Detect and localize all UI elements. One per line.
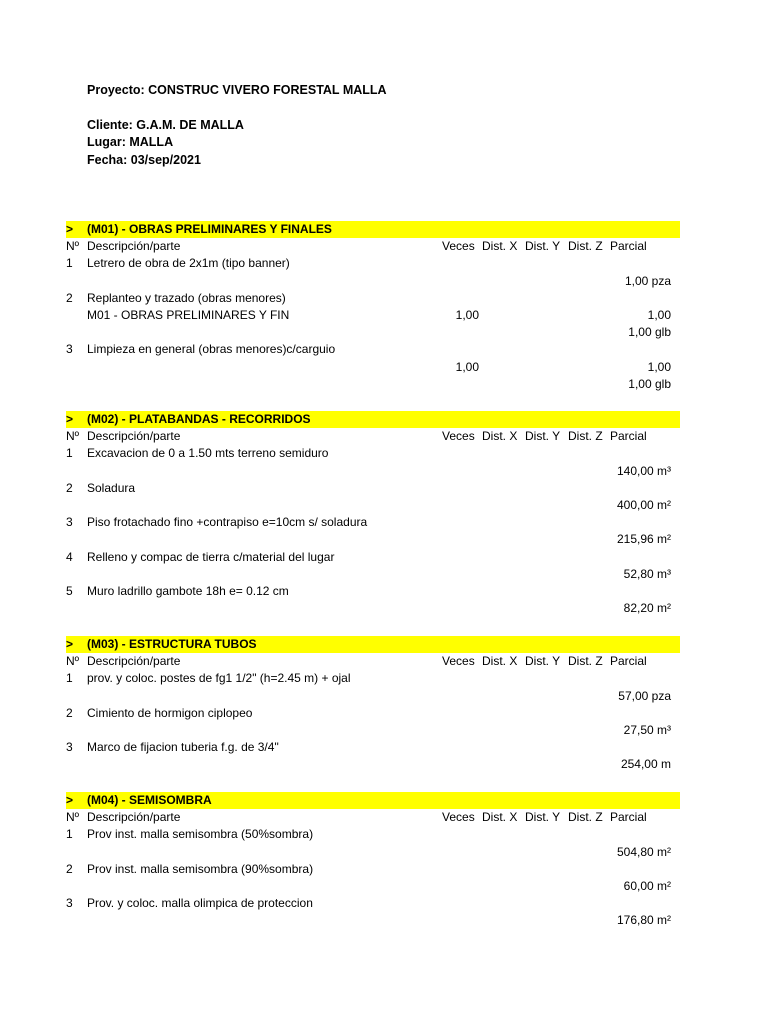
item-total-row: [66, 273, 680, 290]
column-header-dy: Dist. Y: [525, 429, 561, 444]
column-header-dz: Dist. Z: [568, 654, 603, 669]
item-row: [66, 255, 680, 272]
column-header-dx: Dist. X: [482, 239, 518, 254]
item-description: Prov. y coloc. malla olimpica de proteccion: [87, 896, 313, 911]
column-header-row: [66, 809, 680, 826]
section-arrow: >: [66, 222, 74, 236]
item-total-row: [66, 497, 680, 514]
item-total: 400,00 m²: [616, 497, 671, 512]
column-header-desc: Descripción/parte: [87, 810, 181, 825]
item-total: 57,00 pza: [618, 688, 671, 703]
column-header-dx: Dist. X: [482, 654, 518, 669]
item-number: 2: [66, 480, 73, 495]
item-row: [66, 445, 680, 462]
item-row: [66, 480, 680, 497]
date: Fecha: 03/sep/2021: [87, 152, 201, 167]
section-title-bar: [66, 221, 680, 238]
detail-dist-x: 1,00: [455, 307, 479, 322]
item-description: Letrero de obra de 2x1m (tipo banner): [87, 256, 290, 271]
item-description: Muro ladrillo gambote 18h e= 0.12 cm: [87, 583, 289, 598]
item-total-row: [66, 566, 680, 583]
project-header: [87, 82, 387, 169]
column-header-row: [66, 653, 680, 670]
item-description: Piso frotachado fino +contrapiso e=10cm s/ soladura: [87, 515, 368, 530]
section-arrow: >: [66, 412, 74, 426]
item-description: Marco de fijacion tuberia f.g. de 3/4": [87, 740, 279, 755]
column-header-num: Nº: [66, 654, 80, 669]
item-description: Prov inst. malla semisombra (90%sombra): [87, 861, 314, 876]
column-header-desc: Descripción/parte: [87, 239, 181, 254]
column-header-num: Nº: [66, 239, 80, 254]
column-header-desc: Descripción/parte: [87, 654, 181, 669]
section-title: (M04) - SEMISOMBRA: [87, 793, 212, 807]
item-number: 3: [66, 515, 73, 530]
column-header-veces: Veces: [442, 654, 475, 669]
item-row: [66, 861, 680, 878]
section-title-bar: [66, 636, 680, 653]
item-number: 4: [66, 549, 73, 564]
item-row: [66, 826, 680, 843]
location: Lugar: MALLA: [87, 135, 174, 149]
item-total-row: [66, 531, 680, 548]
column-header-veces: Veces: [442, 810, 475, 825]
item-detail-row: [66, 359, 680, 376]
column-header-row: [66, 428, 680, 445]
item-number: 1: [66, 671, 73, 686]
item-number: 1: [66, 827, 73, 842]
section-title: (M03) - ESTRUCTURA TUBOS: [87, 637, 257, 651]
column-header-parcial: Parcial: [610, 239, 647, 254]
item-description: Replanteo y trazado (obras menores): [87, 290, 286, 305]
item-description: Limpieza en general (obras menores)c/carguio: [87, 342, 336, 357]
section-arrow: >: [66, 637, 74, 651]
item-total: 82,20 m²: [623, 601, 671, 616]
column-header-num: Nº: [66, 429, 80, 444]
item-total-row: [66, 376, 680, 393]
item-total-row: [66, 756, 680, 773]
item-description: Relleno y compac de tierra c/material del lugar: [87, 549, 335, 564]
item-total: 52,80 m³: [623, 566, 671, 581]
column-header-veces: Veces: [442, 239, 475, 254]
item-total: 176,80 m²: [616, 913, 671, 928]
section-title-bar: [66, 792, 680, 809]
column-header-dx: Dist. X: [482, 429, 518, 444]
item-description: Soladura: [87, 480, 136, 495]
item-row: [66, 549, 680, 566]
item-total-row: [66, 844, 680, 861]
item-total-row: [66, 722, 680, 739]
header-spacer: [87, 100, 387, 117]
item-total-row: [66, 324, 680, 341]
column-header-dy: Dist. Y: [525, 810, 561, 825]
item-description: Cimiento de hormigon ciplopeo: [87, 705, 253, 720]
item-total: 60,00 m²: [623, 878, 671, 893]
item-row: [66, 895, 680, 912]
item-number: 2: [66, 861, 73, 876]
item-total-row: [66, 912, 680, 929]
item-total: 1,00 pza: [624, 273, 671, 288]
item-row: [66, 739, 680, 756]
project-name: Proyecto: CONSTRUC VIVERO FORESTAL MALLA: [87, 83, 387, 97]
column-header-dz: Dist. Z: [568, 429, 603, 444]
item-row: [66, 583, 680, 600]
section-title-bar: [66, 411, 680, 428]
detail-parcial: 1,00: [647, 359, 671, 374]
column-header-dz: Dist. Z: [568, 810, 603, 825]
item-total-row: [66, 878, 680, 895]
item-number: 5: [66, 583, 73, 598]
section-title: (M02) - PLATABANDAS - RECORRIDOS: [87, 412, 311, 426]
column-header-dy: Dist. Y: [525, 654, 561, 669]
client-name: Cliente: G.A.M. DE MALLA: [87, 117, 244, 132]
item-number: 2: [66, 705, 73, 720]
item-total: 140,00 m³: [616, 463, 671, 478]
section-block: [66, 636, 680, 774]
column-header-row: [66, 238, 680, 255]
item-description: Excavacion de 0 a 1.50 mts terreno semiduro: [87, 446, 329, 461]
column-header-parcial: Parcial: [610, 810, 647, 825]
column-header-desc: Descripción/parte: [87, 429, 181, 444]
section-block: [66, 792, 680, 930]
item-detail-row: [66, 307, 680, 324]
detail-dist-x: 1,00: [455, 359, 479, 374]
item-number: 1: [66, 256, 73, 271]
detail-parcial: 1,00: [647, 307, 671, 322]
column-header-parcial: Parcial: [610, 429, 647, 444]
item-description: Prov inst. malla semisombra (50%sombra): [87, 827, 314, 842]
detail-description: M01 - OBRAS PRELIMINARES Y FIN: [87, 307, 290, 322]
item-total: 215,96 m²: [616, 532, 671, 547]
item-row: [66, 341, 680, 358]
item-total: 254,00 m: [620, 757, 671, 772]
item-total: 1,00 glb: [628, 325, 671, 340]
item-description: prov. y coloc. postes de fg1 1/2" (h=2.45 m) + ojal: [87, 671, 351, 686]
item-number: 3: [66, 342, 73, 357]
column-header-dx: Dist. X: [482, 810, 518, 825]
item-number: 3: [66, 896, 73, 911]
column-header-veces: Veces: [442, 429, 475, 444]
section-title: (M01) - OBRAS PRELIMINARES Y FINALES: [87, 222, 332, 236]
item-total: 27,50 m³: [623, 722, 671, 737]
column-header-dy: Dist. Y: [525, 239, 561, 254]
section-arrow: >: [66, 793, 74, 807]
item-total: 1,00 glb: [628, 376, 671, 391]
item-number: 1: [66, 446, 73, 461]
item-total-row: [66, 600, 680, 617]
item-total-row: [66, 463, 680, 480]
item-row: [66, 705, 680, 722]
item-total: 504,80 m²: [616, 844, 671, 859]
item-row: [66, 290, 680, 307]
item-row: [66, 514, 680, 531]
item-number: 2: [66, 290, 73, 305]
section-block: [66, 221, 680, 393]
item-total-row: [66, 688, 680, 705]
column-header-num: Nº: [66, 810, 80, 825]
column-header-dz: Dist. Z: [568, 239, 603, 254]
item-row: [66, 670, 680, 687]
section-block: [66, 411, 680, 617]
item-number: 3: [66, 740, 73, 755]
column-header-parcial: Parcial: [610, 654, 647, 669]
